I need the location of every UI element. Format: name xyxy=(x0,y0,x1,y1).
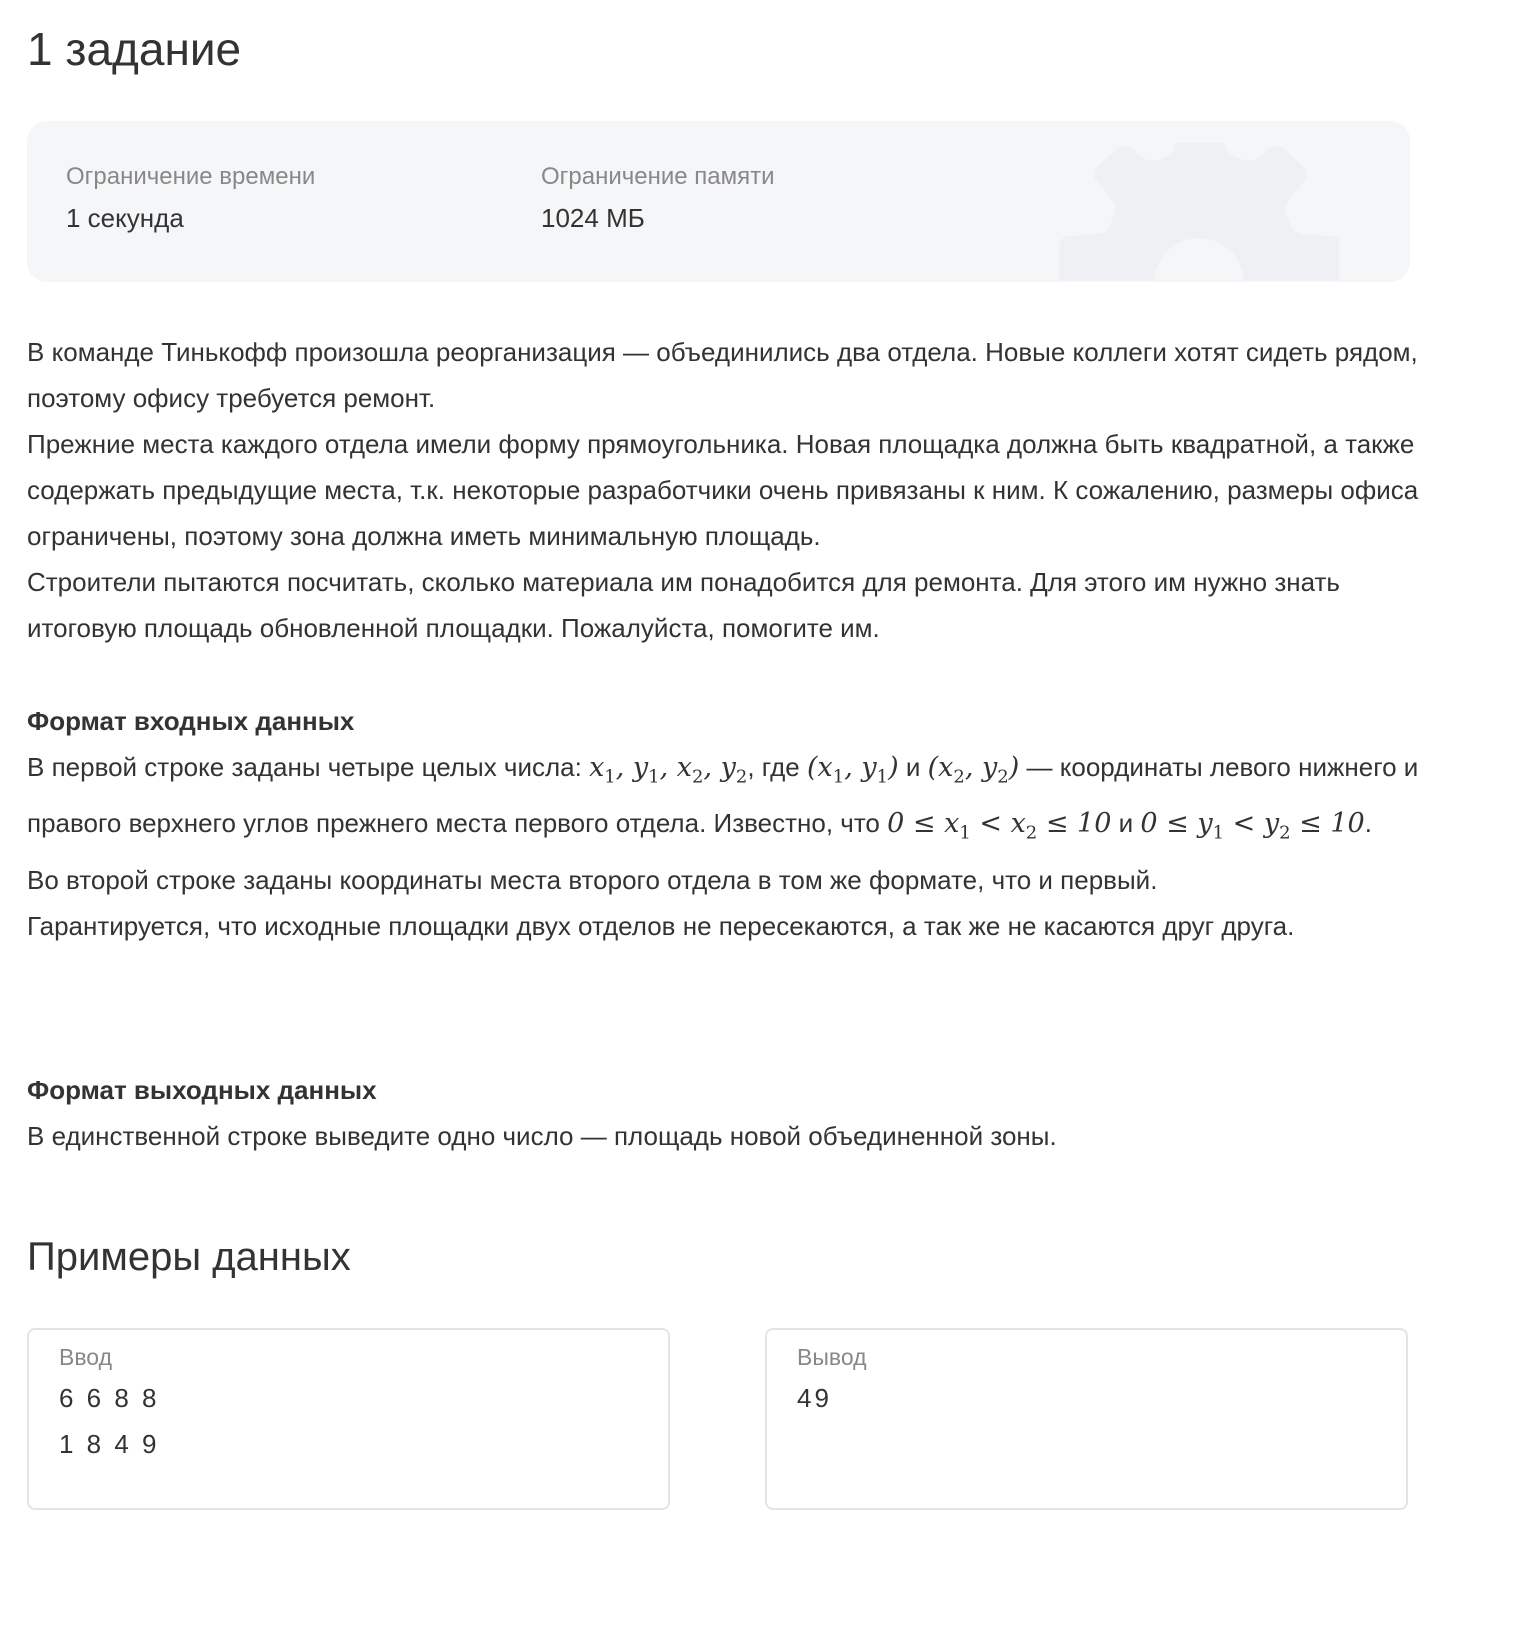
limits-card xyxy=(27,121,1410,282)
text: , где xyxy=(747,752,807,782)
gear-icon xyxy=(1059,143,1339,282)
text: и xyxy=(898,752,928,782)
input-format-line2: Во второй строке заданы координаты места второго отдела в том же формате, что и первый. xyxy=(27,864,1158,895)
input-format-section xyxy=(27,698,1427,949)
time-limit xyxy=(66,163,315,234)
example-input-line: 1 8 4 9 xyxy=(59,1429,160,1459)
statement-paragraph: Строители пытаются посчитать, сколько материала им понадобится для ремонта. Для этого им нужно знать итоговую площадь обновленной площадки. Пожалуйста, помогите им. xyxy=(27,567,1340,643)
input-format-line3: Гарантируется, что исходные площадки двух отделов не пересекаются, а так же не касаются друг друга. xyxy=(27,910,1295,941)
statement-paragraph: В команде Тинькофф произошла реорганизация — объединились два отдела. Новые коллеги хотят сидеть рядом, поэтому офису требуется ремонт. xyxy=(27,337,1418,413)
output-format-heading: Формат выходных данных xyxy=(27,1075,377,1105)
example-output-box[interactable] xyxy=(765,1328,1408,1510)
math-y-constraint: $0 \le y_1 < y_2 \le 10$ xyxy=(1140,808,1365,844)
math-point2: ($x_2$, $y_2$) xyxy=(927,752,1020,788)
memory-limit xyxy=(541,163,775,234)
time-limit-label: Ограничение времени xyxy=(66,163,316,190)
math-point1: ($x_1$, $y_1$) xyxy=(806,752,899,788)
output-format-text: В единственной строке выведите одно число — площадь новой объединенной зоны. xyxy=(27,1121,1057,1151)
example-input-box[interactable] xyxy=(27,1328,670,1510)
memory-limit-label: Ограничение памяти xyxy=(541,163,775,190)
text: . xyxy=(1364,808,1372,839)
statement-paragraph: Прежние места каждого отдела имели форму прямоугольника. Новая площадка должна быть квадратной, а также содержать предыдущие места, т.к. некоторые разработчики очень привязаны к ним. К сожалению, размеры офиса ограничены, поэтому зона должна иметь минимальную площадь. xyxy=(27,429,1419,551)
math-vars: $x_1$, $y_1$, $x_2$, $y_2$ xyxy=(589,752,748,788)
text: и xyxy=(1111,808,1141,839)
example-input-label: Ввод xyxy=(59,1344,113,1370)
example-output-label: Вывод xyxy=(797,1344,867,1370)
page-title: 1 задание xyxy=(27,23,242,75)
math-x-constraint: $0 \le x_1 < x_2 \le 10$ xyxy=(887,808,1112,844)
text: — координаты левого нижнего и правого верхнего углов прежнего места первого отдела. Известно, что xyxy=(27,752,1419,839)
example-input-line: 6 6 8 8 xyxy=(59,1383,160,1413)
time-limit-value: 1 секунда xyxy=(66,203,184,233)
memory-limit-value: 1024 МБ xyxy=(541,203,645,233)
examples-heading: Примеры данных xyxy=(27,1235,351,1279)
input-format-line1 xyxy=(27,744,1427,857)
output-format-section xyxy=(27,1067,1427,1159)
text: В первой строке заданы четыре целых числа: xyxy=(27,752,590,782)
input-format-heading: Формат входных данных xyxy=(27,706,355,736)
example-output-line: 49 xyxy=(797,1383,832,1413)
statement xyxy=(27,329,1427,651)
